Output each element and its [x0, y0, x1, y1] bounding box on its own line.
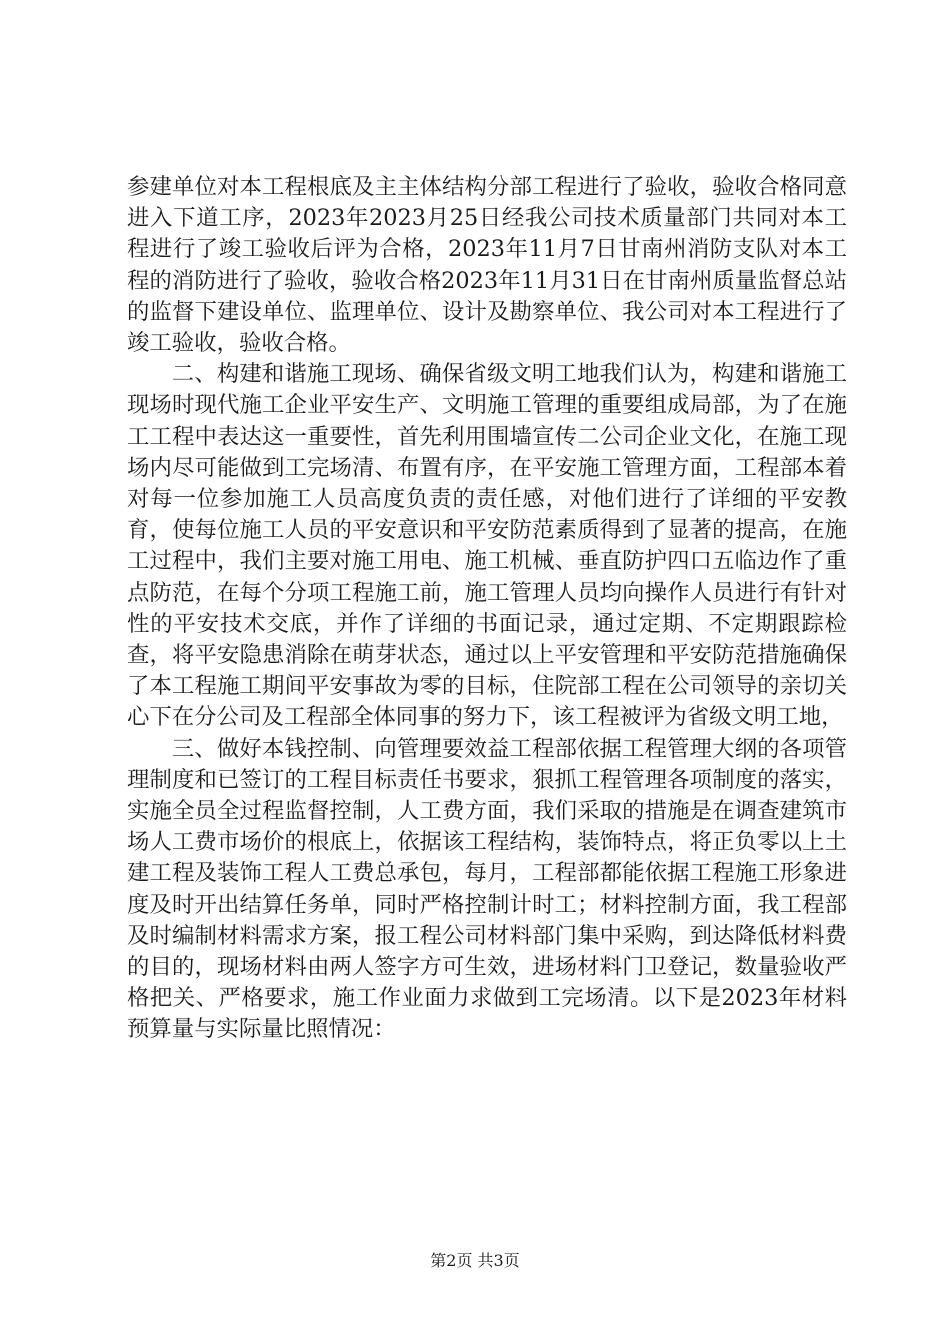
paragraph-section-two: 二、构建和谐施工现场、确保省级文明工地我们认为，构建和谐施工现场时现代施工企业平安生产、文明施工管理的重要组成局部，为了在施工工程中表达这一重要性，首先利用围墙宣传二公司企业文化，在施工现场内尽可能做到工完场清、布置有序，在平安施工管理方面，工程部本着对每一位参加施工人员高度负责的责任感，对他们进行了详细的平安教育，使每位施工人员的平安意识和平安防范素质得到了显著的提高，在施工过程中，我们主要对施工用电、施工机械、垂直防护四口五临边作了重点防范，在每个分项工程施工前，施工管理人员均向操作人员进行有针对性的平安技术交底，并作了详细的书面记录，通过定期、不定期跟踪检查，将平安隐患消除在萌芽状态，通过以上平安管理和平安防范措施确保了本工程施工期间平安事故为零的目标，住院部工程在公司领导的亲切关心下在分公司及工程部全体同事的努力下，该工程被评为省级文明工地， — [127, 361, 847, 731]
paragraph-continuation: 参建单位对本工程根底及主主体结构分部工程进行了验收，验收合格同意进入下道工序，2023年2023月25日经我公司技术质量部门共同对本工程进行了竣工验收后评为合格，2023年11月7日甘南州消防支队对本工程的消防进行了验收，验收合格2023年11月31日在甘南州质量监督总站的监督下建设单位、监理单位、设计及勘察单位、我公司对本工程进行了竣工验收，验收合格。 — [127, 174, 847, 357]
page-number-footer: 第2页 共3页 — [430, 1251, 520, 1270]
document-body — [127, 172, 847, 1046]
paragraph-section-three: 三、做好本钱控制、向管理要效益工程部依据工程管理大纲的各项管理制度和已签订的工程目标责任书要求，狠抓工程管理各项制度的落实，实施全员全过程监督控制，人工费方面，我们采取的措施是在调查建筑市场人工费市场价的根底上，依据该工程结构，装饰特点，将正负零以上土建工程及装饰工程人工费总承包，每月，工程部都能依据工程施工形象进度及时开出结算任务单，同时严格控制计时工；材料控制方面，我工程部及时编制材料需求方案，报工程公司材料部门集中采购，到达降低材料费的目的，现场材料由两人签字方可生效，进场材料门卫登记，数量验收严格把关、严格要求，施工作业面力求做到工完场清。以下是2023年材料预算量与实际量比照情况： — [127, 735, 847, 1043]
